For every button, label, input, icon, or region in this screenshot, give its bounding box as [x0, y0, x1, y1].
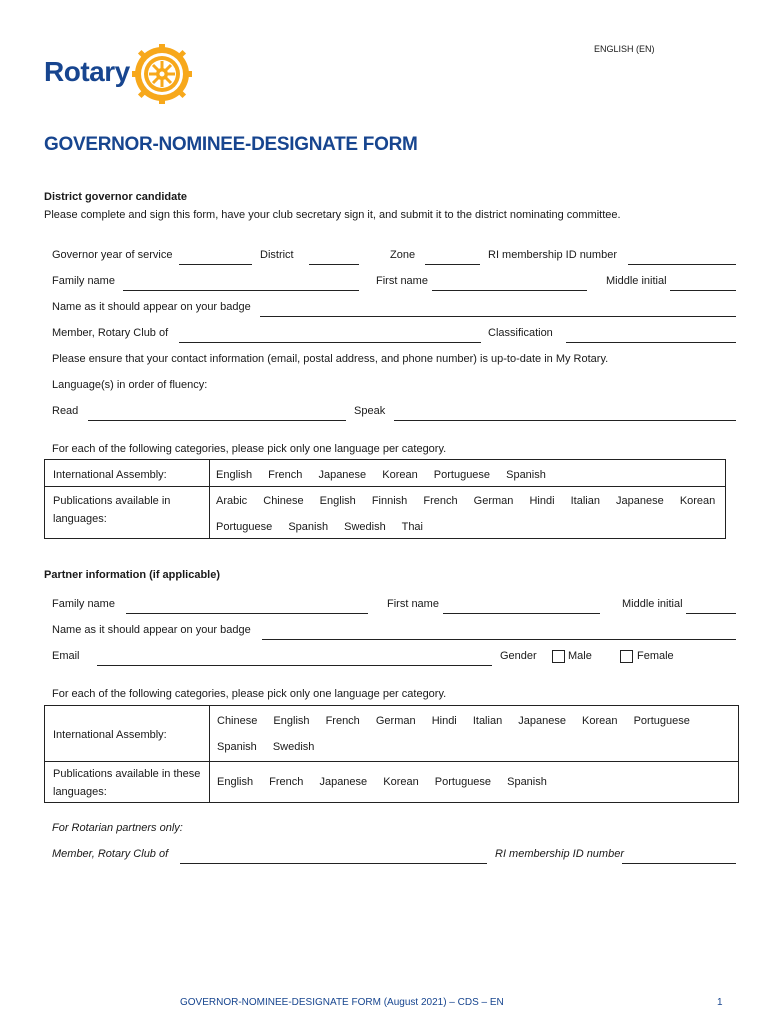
- ri-id-field[interactable]: [628, 264, 736, 265]
- partner-family-name-field[interactable]: [126, 613, 368, 614]
- zone-label: Zone: [390, 249, 416, 261]
- member-club-field[interactable]: [179, 342, 481, 343]
- speak-field[interactable]: [394, 420, 736, 421]
- partner-ia-label: International Assembly:: [53, 729, 167, 741]
- option[interactable]: Spanish: [288, 521, 329, 533]
- contact-note: Please ensure that your contact information (email, postal address, and phone number) is up-to-date in My Rotary.: [52, 353, 609, 365]
- partner-email-label: Email: [52, 650, 80, 662]
- female-label: Female: [637, 650, 674, 662]
- option[interactable]: Portuguese: [433, 469, 491, 481]
- partner-badge-name-field[interactable]: [262, 639, 736, 640]
- option[interactable]: Spanish: [217, 741, 257, 753]
- option[interactable]: Finnish: [371, 495, 408, 507]
- rotary-wheel-icon: [132, 44, 192, 104]
- option[interactable]: Spanish: [506, 469, 546, 481]
- first-name-label: First name: [376, 275, 428, 287]
- form-title: GOVERNOR-NOMINEE-DESIGNATE FORM: [44, 134, 418, 155]
- option[interactable]: English: [217, 776, 254, 788]
- option[interactable]: Japanese: [518, 715, 566, 727]
- ri-id-label: RI membership ID number: [488, 249, 617, 261]
- option[interactable]: Japanese: [319, 776, 368, 788]
- read-label: Read: [52, 405, 79, 417]
- first-name-field[interactable]: [432, 290, 587, 291]
- rotary-logo: [44, 44, 204, 108]
- partner-ri-id-label: RI membership ID number: [495, 848, 624, 860]
- option[interactable]: Korean: [679, 495, 716, 507]
- family-name-field[interactable]: [123, 290, 359, 291]
- family-name-label: Family name: [52, 275, 115, 287]
- language-label: ENGLISH (EN): [594, 44, 655, 54]
- cand-pub-label-2: languages:: [53, 513, 107, 525]
- partner-pub-label-2: languages:: [53, 786, 107, 798]
- option[interactable]: French: [269, 776, 304, 788]
- middle-initial-label: Middle initial: [606, 275, 667, 287]
- female-checkbox[interactable]: [620, 650, 633, 663]
- gender-label: Gender: [500, 650, 537, 662]
- option[interactable]: Korean: [382, 469, 418, 481]
- option[interactable]: Korean: [582, 715, 618, 727]
- district-label: District: [260, 249, 294, 261]
- classification-field[interactable]: [566, 342, 736, 343]
- partner-first-name-label: First name: [387, 598, 439, 610]
- option[interactable]: Chinese: [263, 495, 304, 507]
- footer-text: GOVERNOR-NOMINEE-DESIGNATE FORM (August 2021) – CDS – EN: [180, 997, 504, 1008]
- option[interactable]: German: [473, 495, 514, 507]
- cand-pub-options-2[interactable]: [216, 521, 436, 533]
- cand-pub-label-1: Publications available in: [53, 495, 171, 507]
- option[interactable]: Hindi: [529, 495, 555, 507]
- zone-field[interactable]: [425, 264, 480, 265]
- option[interactable]: Thai: [401, 521, 423, 533]
- badge-name-label: Name as it should appear on your badge: [52, 301, 251, 313]
- partner-badge-name-label: Name as it should appear on your badge: [52, 624, 251, 636]
- cand-ia-label: International Assembly:: [53, 469, 167, 481]
- option[interactable]: Japanese: [616, 495, 664, 507]
- languages-label: Language(s) in order of fluency:: [52, 379, 208, 391]
- partner-middle-initial-label: Middle initial: [622, 598, 683, 610]
- page-number: 1: [717, 997, 723, 1008]
- option[interactable]: English: [273, 715, 310, 727]
- partner-category-note: For each of the following categories, please pick only one language per category.: [52, 688, 447, 700]
- cand-ia-options[interactable]: [216, 469, 559, 481]
- candidate-language-table: [44, 459, 726, 539]
- option[interactable]: Portuguese: [216, 521, 273, 533]
- option[interactable]: Spanish: [507, 776, 547, 788]
- partner-member-club-field[interactable]: [180, 863, 487, 864]
- option[interactable]: Swedish: [272, 741, 315, 753]
- candidate-instructions: Please complete and sign this form, have your club secretary sign it, and submit it to the district nominating committee.: [44, 209, 621, 221]
- option[interactable]: English: [319, 495, 356, 507]
- option[interactable]: Chinese: [217, 715, 258, 727]
- option[interactable]: German: [375, 715, 416, 727]
- speak-label: Speak: [354, 405, 386, 417]
- candidate-category-note: For each of the following categories, please pick only one language per category.: [52, 443, 447, 455]
- option[interactable]: Arabic: [216, 495, 248, 507]
- partner-member-club-label: Member, Rotary Club of: [52, 848, 169, 860]
- badge-name-field[interactable]: [260, 316, 736, 317]
- partner-email-field[interactable]: [97, 665, 492, 666]
- partner-ia-options-2[interactable]: [217, 741, 327, 753]
- logo-text: Rotary: [44, 56, 130, 87]
- partner-pub-label-1: Publications available in these: [53, 768, 201, 780]
- option[interactable]: Italian: [570, 495, 600, 507]
- middle-initial-field[interactable]: [670, 290, 736, 291]
- option[interactable]: Japanese: [318, 469, 367, 481]
- governor-year-label: Governor year of service: [52, 249, 173, 261]
- option[interactable]: French: [325, 715, 360, 727]
- option[interactable]: Swedish: [344, 521, 386, 533]
- partner-middle-initial-field[interactable]: [686, 613, 736, 614]
- governor-year-field[interactable]: [179, 264, 252, 265]
- partner-ia-options-1[interactable]: [217, 715, 703, 727]
- rotarian-only-label: For Rotarian partners only:: [52, 822, 183, 834]
- partner-pub-options[interactable]: [217, 776, 560, 788]
- candidate-heading: District governor candidate: [44, 191, 188, 203]
- partner-language-table: [44, 705, 739, 803]
- option[interactable]: Korean: [383, 776, 419, 788]
- district-field[interactable]: [309, 264, 359, 265]
- cand-pub-options-1[interactable]: [216, 495, 728, 507]
- option[interactable]: French: [423, 495, 458, 507]
- option[interactable]: Portuguese: [434, 776, 492, 788]
- option[interactable]: Portuguese: [633, 715, 690, 727]
- male-checkbox[interactable]: [552, 650, 565, 663]
- option[interactable]: Hindi: [431, 715, 457, 727]
- option[interactable]: English: [216, 469, 253, 481]
- classification-label: Classification: [488, 327, 553, 339]
- read-field[interactable]: [88, 420, 346, 421]
- partner-first-name-field[interactable]: [443, 613, 600, 614]
- option[interactable]: French: [268, 469, 303, 481]
- option[interactable]: Italian: [472, 715, 503, 727]
- partner-heading: Partner information (if applicable): [44, 569, 221, 581]
- partner-family-name-label: Family name: [52, 598, 115, 610]
- member-club-label: Member, Rotary Club of: [52, 327, 169, 339]
- partner-ri-id-field[interactable]: [622, 863, 736, 864]
- male-label: Male: [568, 650, 592, 662]
